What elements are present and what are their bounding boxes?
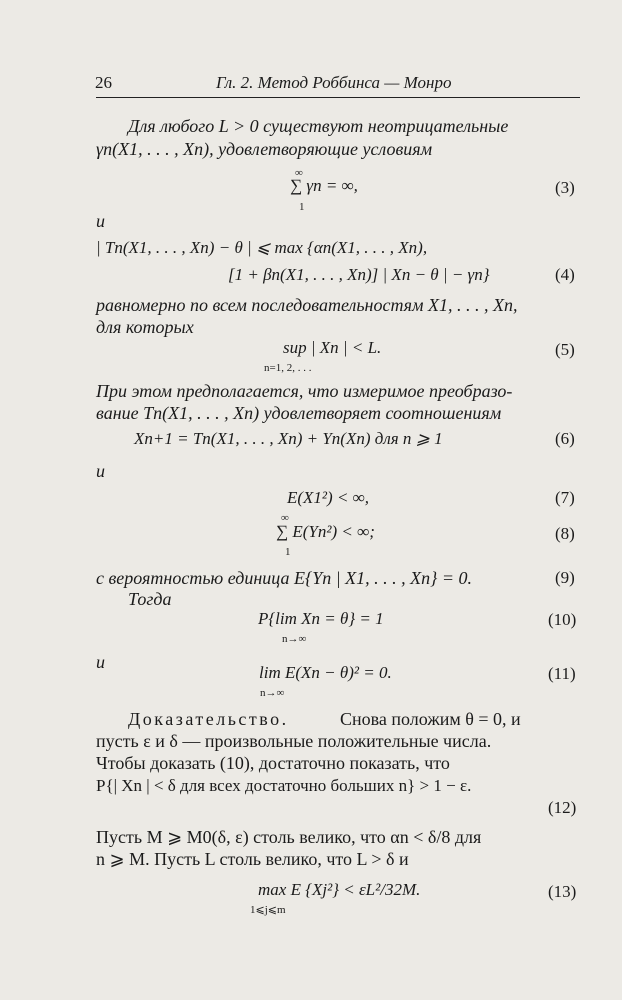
equation-12: P{| Xn | < δ для всех достаточно больших n} > 1 − ε.	[96, 776, 472, 795]
equation-6: Xn+1 = Tn(X1, . . . , Xn) + Yn(Xn) для n ⩾ 1	[134, 429, 443, 448]
equation-7: E(X1²) < ∞,	[287, 488, 370, 507]
text-line-5: При этом предполагается, что измеримое преобразо-	[96, 381, 513, 401]
equation-number-3: (3)	[555, 178, 575, 197]
equation-3: ∑ γn = ∞,	[290, 176, 358, 195]
lim-subscript-10: n→∞	[282, 633, 307, 645]
equation-number-9: (9)	[555, 568, 575, 587]
lim-subscript-11: n→∞	[260, 687, 285, 699]
equation-number-13: (13)	[548, 882, 577, 901]
proof-line-2: пусть ε и δ — произвольные положительные числа.	[96, 731, 492, 751]
equation-number-7: (7)	[555, 488, 575, 507]
equation-8: ∑ E(Yn²) < ∞;	[276, 522, 375, 541]
text-line-6: вание Tn(X1, . . . , Xn) удовлетворяет соотношениям	[96, 403, 502, 423]
text-line-2: γn(X1, . . . , Xn), удовлетворяющие условиям	[96, 139, 433, 159]
equation-number-11: (11)	[548, 664, 576, 683]
sum-upper-limit: ∞	[295, 167, 303, 179]
equation-number-6: (6)	[555, 429, 575, 448]
max-subscript-13: 1⩽j⩽m	[250, 904, 286, 916]
page-number: 26	[95, 73, 112, 92]
conjunction-and-1: и	[96, 211, 105, 231]
equation-9: с вероятностью единица E{Yn | X1, . . . , Xn} = 0.	[96, 568, 473, 588]
equation-5: sup | Xn | < L.	[283, 338, 382, 357]
proof-line-5: n ⩾ M. Пусть L столь велико, что L > δ и	[96, 849, 409, 869]
text-line-4: для которых	[96, 317, 194, 337]
proof-line-3: Чтобы доказать (10), достаточно показать, что	[96, 753, 450, 773]
conjunction-and-3: и	[96, 652, 105, 672]
text-line-1: Для любого L > 0 существуют неотрицательные	[128, 116, 509, 136]
conjunction-and-2: и	[96, 461, 105, 481]
equation-4-line-1: | Tn(X1, . . . , Xn) − θ | ⩽ max {αn(X1, . . . , Xn),	[96, 238, 428, 257]
equation-number-12: (12)	[548, 798, 577, 817]
equation-number-5: (5)	[555, 340, 575, 359]
equation-4-line-2: [1 + βn(X1, . . . , Xn)] | Xn − θ | − γn}	[228, 265, 490, 284]
equation-5-subscript: n=1, 2, . . .	[264, 362, 312, 374]
running-title: Гл. 2. Метод Роббинса — Монро	[216, 73, 452, 92]
proof-line-1: Снова положим θ = 0, и	[340, 709, 521, 729]
equation-11: lim E(Xn − θ)² = 0.	[259, 663, 392, 682]
equation-number-10: (10)	[548, 610, 577, 629]
equation-13: max E {Xj²} < εL²/32M.	[258, 880, 421, 899]
header-rule	[96, 97, 580, 98]
sum-lower-limit: 1	[299, 201, 305, 213]
sum-lower-limit-8: 1	[285, 546, 291, 558]
proof-heading: Доказательство.	[128, 709, 289, 729]
proof-line-4: Пусть M ⩾ M0(δ, ε) столь велико, что αn < δ/8 для	[96, 827, 482, 847]
sum-upper-limit-8: ∞	[281, 512, 289, 524]
equation-10: P{lim Xn = θ} = 1	[258, 609, 384, 628]
equation-number-8: (8)	[555, 524, 575, 543]
then-word: Тогда	[128, 589, 172, 609]
equation-number-4: (4)	[555, 265, 575, 284]
text-line-3: равномерно по всем последовательностям X1, . . . , Xn,	[96, 295, 518, 315]
